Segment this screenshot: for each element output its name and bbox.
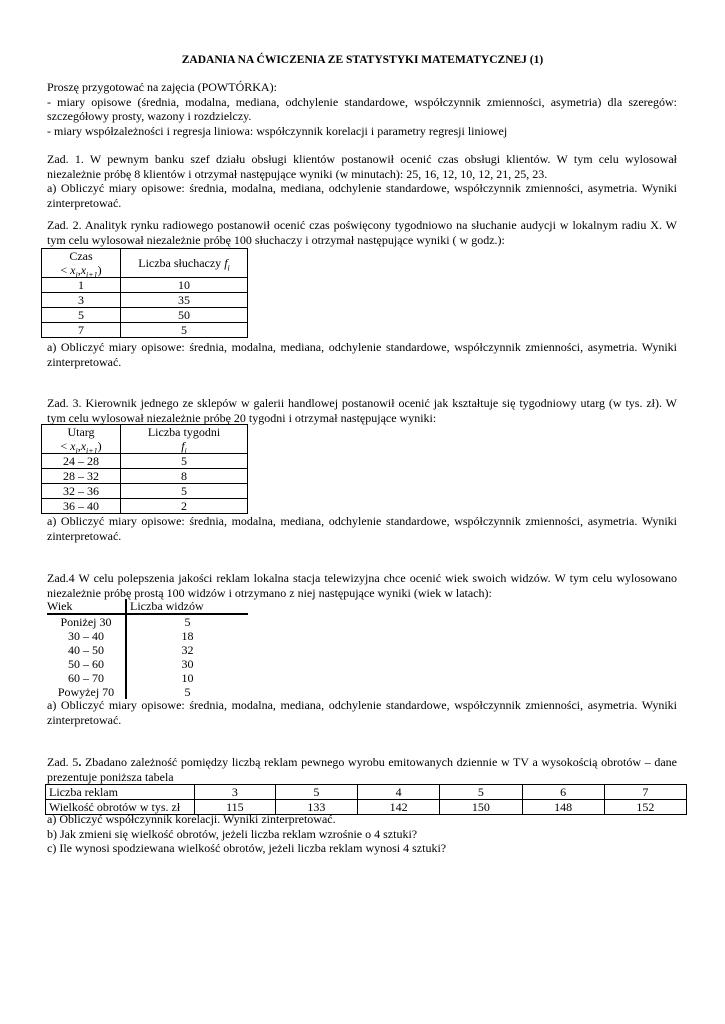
intro-section [47, 80, 677, 138]
table-row: 3 35 [42, 293, 248, 308]
task-2-text: Zad. 2. Analityk rynku radiowego postanowił ocenić czas poświęcony tygodniowo na słuchanie audycji w lokalnym radiu X. W tym celu wylosował niezależnie próbę 100 słuchaczy i otrzymał następujące wyniki ( w godz.): [47, 218, 677, 247]
task-3-table [41, 424, 248, 514]
task-2-question-a: a) Obliczyć miary opisowe: średnia, modalna, mediana, odchylenie standardowe, współczynnik zmienności, asymetria. Wyniki zinterpretować. [47, 340, 677, 369]
table-row: Wielkość obrotów w tys. zł 115 133 142 150 148 152 [46, 800, 687, 815]
page-title: ZADANIA NA ĆWICZENIA ZE STATYSTYKI MATEMATYCZNEJ (1) [181, 54, 544, 66]
task-5-question-b: b) Jak zmieni się wielkość obrotów, jeżeli liczba reklam wzrośnie o 4 sztuki? [47, 826, 418, 841]
table-row: 36 – 40 2 [42, 499, 248, 514]
header-revenue-interval: Utarg < $x_i,x_{i+1}$) [42, 425, 121, 454]
task-5 [47, 755, 677, 784]
task-4-question [47, 698, 677, 727]
table-row: 50 – 60 30 [47, 657, 248, 671]
task-2-table [41, 248, 248, 338]
task-1-text: Zad. 1. W pewnym banku szef działu obsługi klientów postanowił ocenić czas obsługi klientów. W tym celu wylosował niezależnie próbę 8 klientów i otrzymał następujące wyniki (w minutach): 25, 16, 12, 10, 12, 21, 25, 23. [47, 152, 677, 181]
table-row: 7 5 [42, 323, 248, 338]
header-time-interval: Czas < $x_i,x_{i+1}$) [42, 249, 121, 278]
header-age: Wiek [47, 599, 126, 614]
header-listeners: Liczba słuchaczy $f_i$ [121, 249, 248, 278]
task-4-text: Zad.4 W celu polepszenia jakości reklam lokalna stacja telewizyjna chce ocenić wiek swoich widzów. W tym celu wylosowano niezależnie próbę prostą 100 widzów i otrzymano z niej następujące wyniki (wiek w latach): [47, 571, 677, 600]
task-5-question-a: a) Obliczyć współczynnik korelacji. Wyniki zinterpretować. [47, 812, 336, 826]
task-2-question [47, 340, 677, 369]
table-row: 32 – 36 5 [42, 484, 248, 499]
task-3-question [47, 514, 677, 543]
table-row: Liczba reklam 3 5 4 5 6 7 [46, 785, 687, 800]
task-4 [47, 571, 677, 600]
header-viewers: Liczba widzów [126, 599, 248, 614]
task-5-text: Zad. 5. Zbadano zależność pomiędzy liczbą reklam pewnego wyrobu emitowanych dziennie w TV a wysokością obrotów – dane prezentuje poniższa tabela [47, 755, 678, 784]
table-row: 5 50 [42, 308, 248, 323]
task-5-questions [47, 812, 677, 856]
table-header-row [42, 425, 248, 454]
task-3-text: Zad. 3. Kierownik jednego ze sklepów w galerii handlowej postanowił ocenić jak kształtuje się tygodniowy utarg (w tys. zł). W tym celu wylosował niezależnie próbę 20 tygodni i otrzymał następujące wyniki: [47, 396, 677, 425]
table-row: Powyżej 70 5 [47, 685, 248, 699]
table-row: 30 – 40 18 [47, 629, 248, 643]
task-1 [47, 152, 677, 210]
task-3 [47, 396, 677, 425]
task-5-table [45, 784, 687, 815]
task-5-question-c: c) Ile wynosi spodziewana wielkość obrotów, jeżeli liczba reklam wynosi 4 sztuki? [47, 841, 447, 855]
table-row: 24 – 28 5 [42, 454, 248, 469]
intro-line-3: - miary współzależności i regresja liniowa: współczynnik korelacji i parametry regresji liniowej [47, 123, 508, 138]
table-header-row [42, 249, 248, 278]
intro-line-1: Proszę przygotować na zajęcia (POWTÓRKA): [47, 80, 277, 94]
task-4-table [47, 599, 248, 699]
header-weeks: Liczba tygodni $f_i$ [121, 425, 248, 454]
task-1-question-a: a) Obliczyć miary opisowe: średnia, modalna, mediana, odchylenie standardowe, współczynnik zmienności, asymetria. Wyniki zinterpretować. [47, 181, 677, 210]
table-header-row [47, 599, 248, 614]
table-row: 1 10 [42, 278, 248, 293]
table-row: 60 – 70 10 [47, 671, 248, 685]
task-3-question-a: a) Obliczyć miary opisowe: średnia, modalna, mediana, odchylenie standardowe, współczynnik zmienności, asymetria. Wyniki zinterpretować. [47, 514, 677, 543]
table-row: 28 – 32 8 [42, 469, 248, 484]
task-2 [47, 218, 677, 247]
table-row: 40 – 50 32 [47, 643, 248, 657]
table-row: Poniżej 30 5 [47, 614, 248, 629]
intro-line-2: - miary opisowe (średnia, modalna, mediana, odchylenie standardowe, współczynnik zmienności, asymetria) dla szeregów: szczegółowy prosty, wazony i rozdzielczy. [47, 94, 677, 123]
task-4-question-a: a) Obliczyć miary opisowe: średnia, modalna, mediana, odchylenie standardowe, współczynnik zmienności, asymetria. Wyniki zinterpretować. [47, 698, 677, 727]
